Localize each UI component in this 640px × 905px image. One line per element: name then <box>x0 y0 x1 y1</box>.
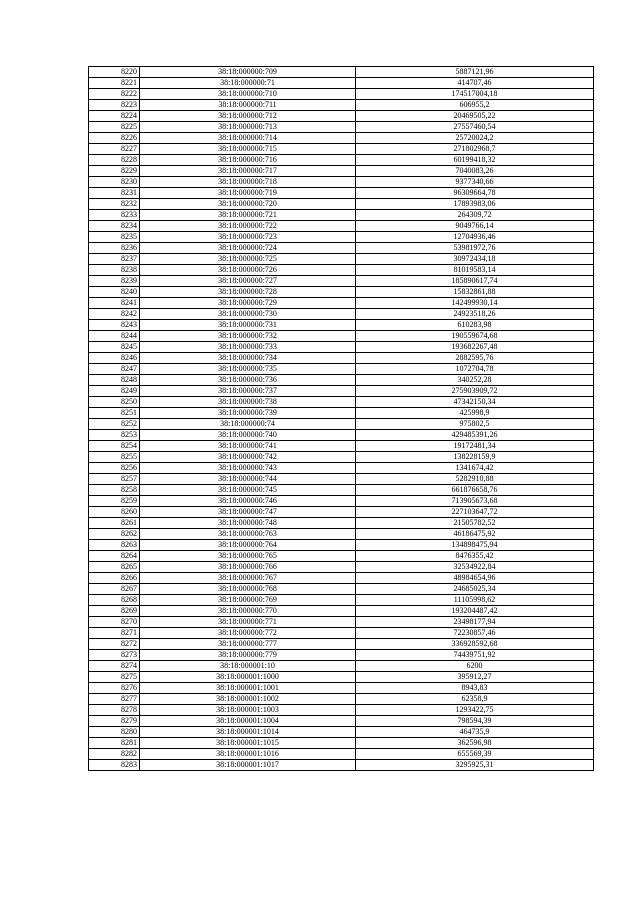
row-number-cell: 8269 <box>89 606 140 617</box>
value-cell: 15832861,88 <box>356 287 594 298</box>
cadastral-number-cell: 38:18:000001:1017 <box>140 760 356 771</box>
row-number-cell: 8283 <box>89 760 140 771</box>
row-number-cell: 8224 <box>89 111 140 122</box>
table-row <box>89 463 594 474</box>
cadastral-number-cell: 38:18:000000:739 <box>140 408 356 419</box>
row-number-cell: 8233 <box>89 210 140 221</box>
table-row <box>89 474 594 485</box>
value-cell: 21505782,52 <box>356 518 594 529</box>
value-cell: 336928592,68 <box>356 639 594 650</box>
table-row <box>89 694 594 705</box>
table-row <box>89 199 594 210</box>
table-row <box>89 67 594 78</box>
cadastral-number-cell: 38:18:000000:735 <box>140 364 356 375</box>
row-number-cell: 8240 <box>89 287 140 298</box>
value-cell: 17893983,06 <box>356 199 594 210</box>
cadastral-number-cell: 38:18:000000:731 <box>140 320 356 331</box>
row-number-cell: 8227 <box>89 144 140 155</box>
table-row <box>89 562 594 573</box>
cadastral-number-cell: 38:18:000000:720 <box>140 199 356 210</box>
value-cell: 429485391,26 <box>356 430 594 441</box>
value-cell: 60199418,32 <box>356 155 594 166</box>
value-cell: 362596,98 <box>356 738 594 749</box>
cadastral-number-cell: 38:18:000000:747 <box>140 507 356 518</box>
cadastral-number-cell: 38:18:000000:727 <box>140 276 356 287</box>
table-row <box>89 309 594 320</box>
row-number-cell: 8274 <box>89 661 140 672</box>
value-cell: 27557460,54 <box>356 122 594 133</box>
cadastral-number-cell: 38:18:000001:1004 <box>140 716 356 727</box>
cadastral-number-cell: 38:18:000000:728 <box>140 287 356 298</box>
value-cell: 340252,28 <box>356 375 594 386</box>
value-cell: 46186475,92 <box>356 529 594 540</box>
row-number-cell: 8221 <box>89 78 140 89</box>
row-number-cell: 8277 <box>89 694 140 705</box>
value-cell: 96309664,78 <box>356 188 594 199</box>
value-cell: 7040083,26 <box>356 166 594 177</box>
cadastral-number-cell: 38:18:000001:1000 <box>140 672 356 683</box>
table-row <box>89 639 594 650</box>
value-cell: 606955,2 <box>356 100 594 111</box>
table-row <box>89 232 594 243</box>
row-number-cell: 8260 <box>89 507 140 518</box>
cadastral-number-cell: 38:18:000001:1014 <box>140 727 356 738</box>
table-row <box>89 221 594 232</box>
value-cell: 190559674,68 <box>356 331 594 342</box>
table-row <box>89 78 594 89</box>
table-row <box>89 529 594 540</box>
cadastral-number-cell: 38:18:000000:725 <box>140 254 356 265</box>
table-row <box>89 177 594 188</box>
value-cell: 138228159,9 <box>356 452 594 463</box>
value-cell: 8943,83 <box>356 683 594 694</box>
table-row <box>89 705 594 716</box>
row-number-cell: 8276 <box>89 683 140 694</box>
cadastral-number-cell: 38:18:000000:738 <box>140 397 356 408</box>
value-cell: 32534922,84 <box>356 562 594 573</box>
row-number-cell: 8281 <box>89 738 140 749</box>
table-row <box>89 331 594 342</box>
table-row <box>89 441 594 452</box>
cadastral-number-cell: 38:18:000000:741 <box>140 441 356 452</box>
cadastral-number-cell: 38:18:000000:744 <box>140 474 356 485</box>
table-row <box>89 551 594 562</box>
table-row <box>89 111 594 122</box>
row-number-cell: 8246 <box>89 353 140 364</box>
cadastral-number-cell: 38:18:000000:746 <box>140 496 356 507</box>
value-cell: 48984654,96 <box>356 573 594 584</box>
value-cell: 655569,39 <box>356 749 594 760</box>
cadastral-number-cell: 38:18:000000:723 <box>140 232 356 243</box>
row-number-cell: 8275 <box>89 672 140 683</box>
row-number-cell: 8248 <box>89 375 140 386</box>
value-cell: 975802,5 <box>356 419 594 430</box>
row-number-cell: 8258 <box>89 485 140 496</box>
cadastral-number-cell: 38:18:000000:732 <box>140 331 356 342</box>
row-number-cell: 8255 <box>89 452 140 463</box>
value-cell: 5887121,96 <box>356 67 594 78</box>
table-row <box>89 298 594 309</box>
value-cell: 1072704,78 <box>356 364 594 375</box>
table-row <box>89 320 594 331</box>
row-number-cell: 8220 <box>89 67 140 78</box>
row-number-cell: 8267 <box>89 584 140 595</box>
row-number-cell: 8282 <box>89 749 140 760</box>
table-row <box>89 430 594 441</box>
row-number-cell: 8264 <box>89 551 140 562</box>
row-number-cell: 8225 <box>89 122 140 133</box>
row-number-cell: 8249 <box>89 386 140 397</box>
cadastral-number-cell: 38:18:000000:711 <box>140 100 356 111</box>
table-row <box>89 749 594 760</box>
row-number-cell: 8222 <box>89 89 140 100</box>
value-cell: 8476355,42 <box>356 551 594 562</box>
cadastral-number-cell: 38:18:000000:770 <box>140 606 356 617</box>
row-number-cell: 8226 <box>89 133 140 144</box>
cadastral-number-cell: 38:18:000001:10 <box>140 661 356 672</box>
row-number-cell: 8279 <box>89 716 140 727</box>
table-row <box>89 672 594 683</box>
cadastral-number-cell: 38:18:000000:769 <box>140 595 356 606</box>
row-number-cell: 8270 <box>89 617 140 628</box>
row-number-cell: 8235 <box>89 232 140 243</box>
value-cell: 23498177,94 <box>356 617 594 628</box>
cadastral-number-cell: 38:18:000000:743 <box>140 463 356 474</box>
row-number-cell: 8250 <box>89 397 140 408</box>
row-number-cell: 8262 <box>89 529 140 540</box>
value-cell: 19172481,34 <box>356 441 594 452</box>
row-number-cell: 8253 <box>89 430 140 441</box>
table-row <box>89 188 594 199</box>
row-number-cell: 8230 <box>89 177 140 188</box>
row-number-cell: 8261 <box>89 518 140 529</box>
row-number-cell: 8228 <box>89 155 140 166</box>
value-cell: 798594,39 <box>356 716 594 727</box>
table-row <box>89 254 594 265</box>
cadastral-number-cell: 38:18:000000:71 <box>140 78 356 89</box>
table-row <box>89 100 594 111</box>
row-number-cell: 8229 <box>89 166 140 177</box>
cadastral-number-cell: 38:18:000000:719 <box>140 188 356 199</box>
value-cell: 72230857,46 <box>356 628 594 639</box>
cadastral-number-cell: 38:18:000000:724 <box>140 243 356 254</box>
row-number-cell: 8232 <box>89 199 140 210</box>
table-row <box>89 375 594 386</box>
table-row <box>89 133 594 144</box>
value-cell: 464735,9 <box>356 727 594 738</box>
cadastral-number-cell: 38:18:000000:740 <box>140 430 356 441</box>
table-row <box>89 397 594 408</box>
table-row <box>89 287 594 298</box>
row-number-cell: 8259 <box>89 496 140 507</box>
table-row <box>89 89 594 100</box>
table-row <box>89 496 594 507</box>
value-cell: 53981972,76 <box>356 243 594 254</box>
table-row <box>89 540 594 551</box>
row-number-cell: 8234 <box>89 221 140 232</box>
table-row <box>89 276 594 287</box>
cadastral-number-cell: 38:18:000000:717 <box>140 166 356 177</box>
cadastral-number-cell: 38:18:000000:734 <box>140 353 356 364</box>
table-row <box>89 243 594 254</box>
cadastral-number-cell: 38:18:000000:729 <box>140 298 356 309</box>
row-number-cell: 8236 <box>89 243 140 254</box>
cadastral-number-cell: 38:18:000000:712 <box>140 111 356 122</box>
row-number-cell: 8266 <box>89 573 140 584</box>
cadastral-number-cell: 38:18:000000:710 <box>140 89 356 100</box>
value-cell: 2882595,76 <box>356 353 594 364</box>
cadastral-number-cell: 38:18:000000:772 <box>140 628 356 639</box>
table-row <box>89 617 594 628</box>
row-number-cell: 8254 <box>89 441 140 452</box>
table-row <box>89 584 594 595</box>
value-cell: 395912,27 <box>356 672 594 683</box>
cadastral-number-cell: 38:18:000000:764 <box>140 540 356 551</box>
cadastral-number-cell: 38:18:000000:726 <box>140 265 356 276</box>
row-number-cell: 8272 <box>89 639 140 650</box>
row-number-cell: 8263 <box>89 540 140 551</box>
table-row <box>89 650 594 661</box>
table-row <box>89 364 594 375</box>
table-row <box>89 144 594 155</box>
table-row <box>89 122 594 133</box>
table-row <box>89 155 594 166</box>
row-number-cell: 8268 <box>89 595 140 606</box>
cadastral-number-cell: 38:18:000000:721 <box>140 210 356 221</box>
row-number-cell: 8239 <box>89 276 140 287</box>
value-cell: 74439751,92 <box>356 650 594 661</box>
value-cell: 62358,9 <box>356 694 594 705</box>
value-cell: 24685025,34 <box>356 584 594 595</box>
row-number-cell: 8223 <box>89 100 140 111</box>
cadastral-number-cell: 38:18:000001:1003 <box>140 705 356 716</box>
table-row <box>89 408 594 419</box>
value-cell: 414707,46 <box>356 78 594 89</box>
value-cell: 20469505,22 <box>356 111 594 122</box>
cadastral-number-cell: 38:18:000001:1015 <box>140 738 356 749</box>
value-cell: 193204487,42 <box>356 606 594 617</box>
value-cell: 11105998,62 <box>356 595 594 606</box>
table-row <box>89 210 594 221</box>
row-number-cell: 8257 <box>89 474 140 485</box>
row-number-cell: 8265 <box>89 562 140 573</box>
value-cell: 24923518,26 <box>356 309 594 320</box>
table-row <box>89 507 594 518</box>
row-number-cell: 8241 <box>89 298 140 309</box>
row-number-cell: 8247 <box>89 364 140 375</box>
row-number-cell: 8238 <box>89 265 140 276</box>
table-row <box>89 683 594 694</box>
table-row <box>89 606 594 617</box>
cadastral-number-cell: 38:18:000000:768 <box>140 584 356 595</box>
cadastral-number-cell: 38:18:000001:1002 <box>140 694 356 705</box>
cadastral-number-cell: 38:18:000000:742 <box>140 452 356 463</box>
value-cell: 47342150,34 <box>356 397 594 408</box>
cadastral-number-cell: 38:18:000000:766 <box>140 562 356 573</box>
value-cell: 5282910,88 <box>356 474 594 485</box>
cadastral-number-cell: 38:18:000000:737 <box>140 386 356 397</box>
table-row <box>89 353 594 364</box>
table-row <box>89 760 594 771</box>
value-cell: 610283,98 <box>356 320 594 331</box>
cadastral-number-cell: 38:18:000001:1001 <box>140 683 356 694</box>
cadastral-number-cell: 38:18:000000:709 <box>140 67 356 78</box>
value-cell: 264309,72 <box>356 210 594 221</box>
cadastral-number-cell: 38:18:000000:736 <box>140 375 356 386</box>
cadastral-number-cell: 38:18:000000:733 <box>140 342 356 353</box>
table-row <box>89 573 594 584</box>
row-number-cell: 8243 <box>89 320 140 331</box>
value-cell: 9049766,14 <box>356 221 594 232</box>
cadastral-number-cell: 38:18:000000:74 <box>140 419 356 430</box>
cadastral-number-cell: 38:18:000000:722 <box>140 221 356 232</box>
value-cell: 425998,9 <box>356 408 594 419</box>
row-number-cell: 8256 <box>89 463 140 474</box>
value-cell: 1293422,75 <box>356 705 594 716</box>
row-number-cell: 8245 <box>89 342 140 353</box>
cadastral-number-cell: 38:18:000000:713 <box>140 122 356 133</box>
value-cell: 30972434,18 <box>356 254 594 265</box>
cadastral-number-cell: 38:18:000000:771 <box>140 617 356 628</box>
row-number-cell: 8273 <box>89 650 140 661</box>
cadastral-value-table <box>88 66 594 771</box>
cadastral-number-cell: 38:18:000000:714 <box>140 133 356 144</box>
value-cell: 9377340,66 <box>356 177 594 188</box>
cadastral-number-cell: 38:18:000000:730 <box>140 309 356 320</box>
row-number-cell: 8252 <box>89 419 140 430</box>
cadastral-number-cell: 38:18:000000:765 <box>140 551 356 562</box>
cadastral-number-cell: 38:18:000000:777 <box>140 639 356 650</box>
value-cell: 661876658,76 <box>356 485 594 496</box>
value-cell: 25720024,2 <box>356 133 594 144</box>
table-row <box>89 342 594 353</box>
table-row <box>89 419 594 430</box>
row-number-cell: 8251 <box>89 408 140 419</box>
table-row <box>89 716 594 727</box>
value-cell: 142499930,14 <box>356 298 594 309</box>
value-cell: 12704936,46 <box>356 232 594 243</box>
value-cell: 227103647,72 <box>356 507 594 518</box>
cadastral-number-cell: 38:18:000000:767 <box>140 573 356 584</box>
cadastral-number-cell: 38:18:000000:745 <box>140 485 356 496</box>
table-row <box>89 595 594 606</box>
cadastral-number-cell: 38:18:000000:763 <box>140 529 356 540</box>
value-cell: 134898475,94 <box>356 540 594 551</box>
table-row <box>89 518 594 529</box>
value-cell: 271802968,7 <box>356 144 594 155</box>
value-cell: 713905673,68 <box>356 496 594 507</box>
value-cell: 3295925,31 <box>356 760 594 771</box>
row-number-cell: 8271 <box>89 628 140 639</box>
row-number-cell: 8278 <box>89 705 140 716</box>
table-row <box>89 386 594 397</box>
row-number-cell: 8231 <box>89 188 140 199</box>
cadastral-number-cell: 38:18:000000:748 <box>140 518 356 529</box>
value-cell: 1341674,42 <box>356 463 594 474</box>
value-cell: 185890617,74 <box>356 276 594 287</box>
cadastral-number-cell: 38:18:000000:716 <box>140 155 356 166</box>
row-number-cell: 8242 <box>89 309 140 320</box>
value-cell: 193682267,48 <box>356 342 594 353</box>
table-row <box>89 661 594 672</box>
cadastral-number-cell: 38:18:000000:718 <box>140 177 356 188</box>
table-row <box>89 485 594 496</box>
row-number-cell: 8244 <box>89 331 140 342</box>
table-row <box>89 727 594 738</box>
row-number-cell: 8280 <box>89 727 140 738</box>
table-row <box>89 628 594 639</box>
table-row <box>89 265 594 276</box>
table-row <box>89 452 594 463</box>
value-cell: 275903909,72 <box>356 386 594 397</box>
table-row <box>89 738 594 749</box>
table-body <box>89 67 594 771</box>
value-cell: 174517004,18 <box>356 89 594 100</box>
cadastral-number-cell: 38:18:000000:715 <box>140 144 356 155</box>
cadastral-number-cell: 38:18:000000:779 <box>140 650 356 661</box>
cadastral-number-cell: 38:18:000001:1016 <box>140 749 356 760</box>
row-number-cell: 8237 <box>89 254 140 265</box>
value-cell: 81019583,14 <box>356 265 594 276</box>
value-cell: 6200 <box>356 661 594 672</box>
table-row <box>89 166 594 177</box>
